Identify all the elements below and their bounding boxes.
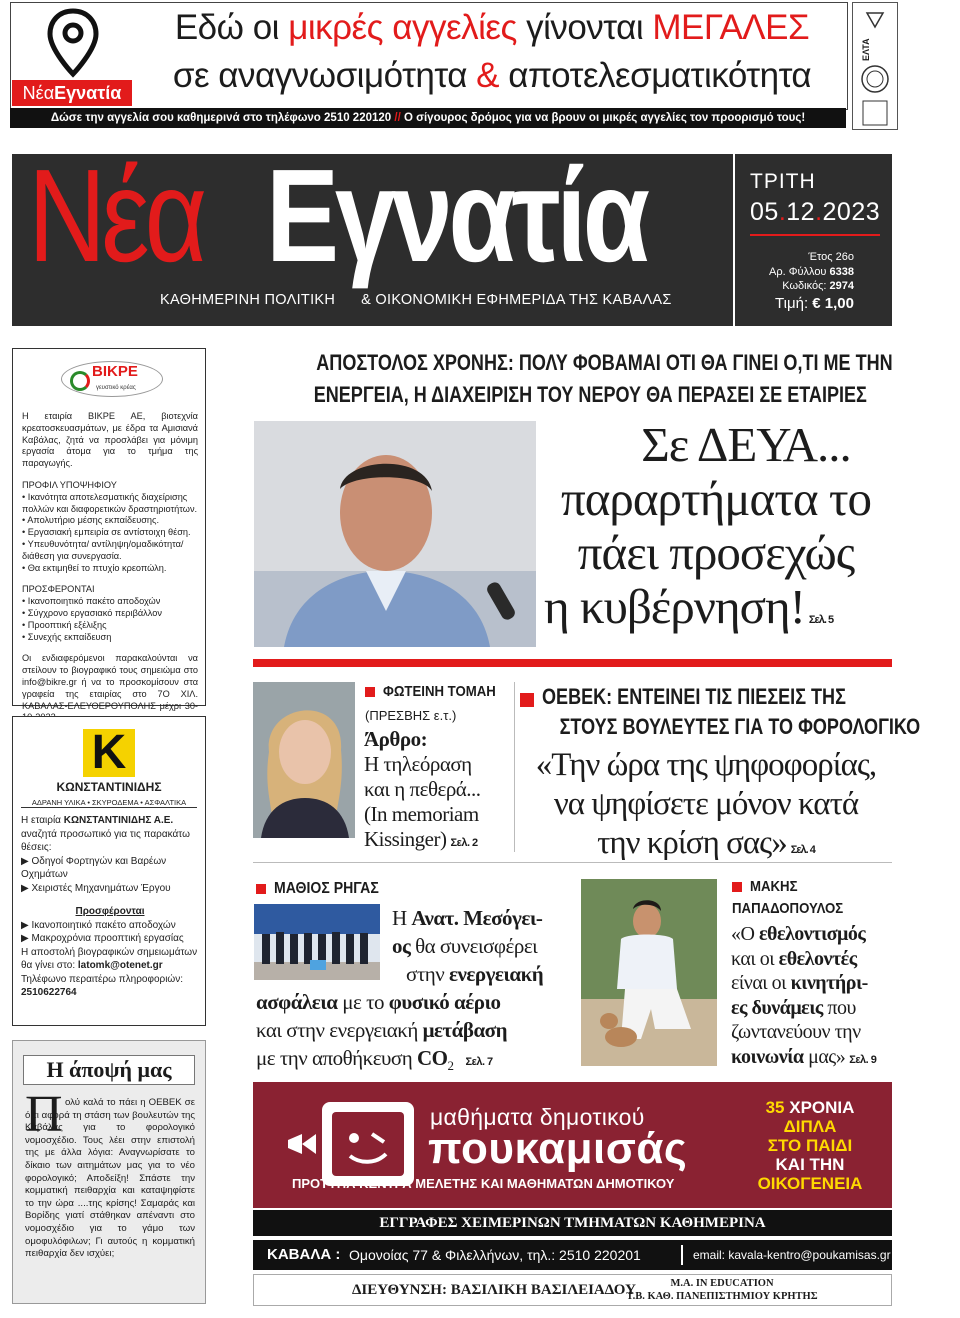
opinion-title-text: Η άποψή μας xyxy=(46,1057,172,1082)
oebek-kicker-1 xyxy=(520,684,892,710)
lead-hl-4 xyxy=(540,580,892,647)
vikre-profile-1: • Απολυτήριο μέσης εκπαίδευσης. xyxy=(22,515,159,526)
years-r3a: ΣΤΟ xyxy=(767,1136,802,1155)
papad-name xyxy=(732,878,882,917)
years-line xyxy=(740,1098,880,1117)
top-ad-l1b: μικρές αγγελίες xyxy=(288,8,517,47)
konst-rule xyxy=(21,807,197,808)
rigas-text xyxy=(256,904,544,1080)
date-month: 12 xyxy=(786,198,816,226)
papad-q11: μας» xyxy=(808,1045,846,1068)
rigas-t1: Η xyxy=(392,906,407,930)
top-ad-l2c: αποτελεσματικότητα xyxy=(508,56,812,95)
top-ad-strip-b: Ο σίγουρος δρόμος για να βρουν οι μικρές αγγελίες τον προορισμό τους! xyxy=(403,112,806,124)
rigas-t7: ασφάλεια xyxy=(256,990,338,1014)
papad-name-1-text: ΜΑΚΗΣ xyxy=(750,878,798,895)
vikre-offer-0: • Ικανοποιητικό πακέτο αποδοχών xyxy=(22,596,161,607)
lead-hl-3: πάει προσεχώς xyxy=(577,525,855,580)
papad-line-2 xyxy=(731,947,891,972)
lead-hl-2: παραρτήματα το xyxy=(560,471,872,526)
konst-logo xyxy=(83,726,135,779)
issue-day: ΤΡΙΤΗ xyxy=(750,170,816,193)
issue-code-value: 2974 xyxy=(829,280,854,292)
issue-code xyxy=(740,279,854,294)
konst-offer-1: ▶ Μακροχρόνια προοπτική εργασίας xyxy=(21,933,184,944)
konst-position-0: ▶ Οδηγοί Φορτηγών και Βαρέων Οχημάτων xyxy=(21,855,167,880)
vikre-offer-title: ΠΡΟΣΦΕΡΟΝΤΑΙ xyxy=(22,584,95,595)
konst-tagline: ΑΔΡΑΝΗ ΥΛΙΚΑ • ΣΚΥΡΟΔΕΜΑ • ΑΣΦΑΛΤΙΚΑ xyxy=(31,798,187,807)
vikre-logo xyxy=(61,361,163,397)
opinion-title xyxy=(23,1055,195,1085)
lead-kicker-2-text: ΕΝΕΡΓΕΙΑ, Η ΔΙΑΧΕΙΡΙΣΗ ΤΟΥ ΝΕΡΟΥ ΘΑ ΠΕΡΑΣΕΙ ΣΕ ΕΤΑΙΡΙΕΣ xyxy=(313,382,867,407)
masthead-separator xyxy=(733,154,735,326)
oebek-kicker-1-text: ΟΕΒΕΚ: ΕΝΤΕΙΝΕΙ ΤΙΣ ΠΙΕΣΕΙΣ ΤΗΣ xyxy=(542,684,846,709)
konst-name: ΚΩΝΣΤΑΝΤΙΝΙΔΗΣ xyxy=(56,780,162,794)
oebek-quote-2: να ψηφίσετε μόνον κατά xyxy=(553,786,859,822)
issue-meta xyxy=(740,250,854,294)
years-r4: ΚΑΙ ΤΗΝ xyxy=(775,1155,845,1174)
masthead-title-egnatia: Εγνατία xyxy=(266,142,646,289)
rigas-t13: CO xyxy=(417,1046,448,1070)
lead-hl-4-text: η κυβέρνηση! xyxy=(544,579,805,634)
bottom-ad-enroll xyxy=(253,1210,892,1236)
bottom-ad-address xyxy=(253,1240,892,1270)
rigas-t5: στην xyxy=(406,962,445,986)
konst-send xyxy=(21,946,199,973)
address-city: ΚΑΒΑΛΑ : xyxy=(267,1246,341,1263)
price-label: Τιμή: xyxy=(775,295,809,312)
lead-photo xyxy=(254,421,536,647)
rigas-name-text: ΜΑΘΙΟΣ ΡΗΓΑΣ xyxy=(274,880,379,897)
issue-date: 05.12.2023 xyxy=(750,198,881,226)
vikre-logo-sub: γευστικό κρέας xyxy=(96,385,136,391)
toma-line-2: και η πεθερά... xyxy=(364,777,481,801)
papad-line-4 xyxy=(731,996,891,1021)
top-ad-l1c: γίνονται xyxy=(526,8,644,47)
vikre-profile-3: • Υπευθυνότητα/ αντίληψη/ομαδικότητα/ διάθεση για συνεργασία. xyxy=(22,538,184,561)
lead-kicker-1-text: ΑΠΟΣΤΟΛΟΣ ΧΡΟΝΗΣ: ΠΟΛΥ ΦΟΒΑΜΑΙ ΟΤΙ ΘΑ ΓΙΝΕΙ Ο,ΤΙ ΜΕ ΤΗΝ xyxy=(316,350,893,375)
konst-position-1: ▶ Χειριστές Μηχανημάτων Έργου xyxy=(21,882,171,894)
papad-q6: κινητήρι- xyxy=(790,972,868,994)
elta-label: ΕΛΤΑ xyxy=(861,38,871,61)
papad-line-3 xyxy=(731,971,891,996)
oebek-quote-3-text: την κρίση σας» xyxy=(597,825,787,861)
rigas-t9: φυσικό αέριο xyxy=(388,990,501,1014)
konstantinidis-ad xyxy=(12,716,206,1026)
director-text: ΔΙΕΥΘΥΝΣΗ: ΒΑΣΙΛΙΚΗ ΒΑΣΙΛΕΙΑΔΟΥ xyxy=(352,1282,636,1298)
years-r3 xyxy=(740,1136,880,1155)
papad-name-1 xyxy=(732,878,882,896)
bottom-ad-director xyxy=(253,1274,892,1306)
opinion-dropcap: Π xyxy=(25,1086,63,1143)
issue-number xyxy=(740,265,854,280)
bottom-ad-brand: πουκαμισάς xyxy=(428,1124,688,1173)
elta-seal xyxy=(852,2,898,130)
oebek-kicker xyxy=(520,684,921,740)
enroll-text: ΕΓΓΡΑΦΕΣ ΧΕΙΜΕΡΙΝΩΝ ΤΜΗΜΑΤΩΝ ΚΑΘΗΜΕΡΙΝΑ xyxy=(379,1215,766,1231)
papad-q10: κοινωνία xyxy=(731,1045,804,1068)
rigas-t10: και στην ενεργειακή xyxy=(256,1018,418,1042)
rigas-page: Σελ. 7 xyxy=(465,1056,493,1068)
address-text: Ομονοίας 77 & Φιλελλήνων, τηλ.: 2510 220201 xyxy=(349,1247,641,1263)
years-r3b: ΠΑΙΔΙ xyxy=(806,1136,853,1155)
opinion-text: ολύ καλά το πάει η ΟΕΒΕΚ σε ό,τι αφορά τη στάση των βουλευτών της Καβάλας για το φορολογικό νομοσχέδιο. Τους λέει στην επιστολή της με άλλα λόγια: Αναγνωρίσατε το δίκαιο των αιτημάτων μας για το νέο φορολογικό; Αποδείξη! Σπάστε την κομματική πειθαρχία και καταψηφίστε το την ώρα ....της κρίσης! Σαμαράς και Βορίδης γιατί στάθηκαν απέναντι στο νομοσχέδιο για το γάμο των ομοφυλόφιλων; Γι αυτούς η κομματική πειθαρχία δεν ισχύει; xyxy=(25,1097,195,1260)
toma-role: (ΠΡΕΣΒΗΣ ε.τ.) xyxy=(365,708,457,723)
papad-q4: εθελοντές xyxy=(778,947,857,970)
konst-email: latomk@otenet.gr xyxy=(77,960,163,971)
issue-number-label: Αρ. Φύλλου xyxy=(768,265,827,278)
papad-bullet xyxy=(732,882,742,892)
row-rule xyxy=(253,862,892,863)
years-r2: ΔΙΠΛΑ xyxy=(783,1117,837,1136)
date-year: 2023 xyxy=(822,198,881,226)
lead-page: Σελ. 5 xyxy=(808,614,834,626)
issue-price xyxy=(740,295,854,312)
years-r5: ΟΙΚΟΓΕΝΕΙΑ xyxy=(757,1174,863,1193)
rigas-t4: θα συνεισφέρει xyxy=(415,934,538,958)
top-ad-line2 xyxy=(142,56,842,96)
rigas-t3: ος xyxy=(392,934,411,958)
top-ad-line1 xyxy=(142,8,842,48)
rigas-t2: Ανατ. Μεσόγει- xyxy=(411,906,543,930)
col-rule-1 xyxy=(514,682,515,852)
top-ad-brand-a: Νέα xyxy=(22,83,55,103)
vikre-logo-mark xyxy=(70,371,90,391)
issue-year: Έτος 26ο xyxy=(808,251,854,263)
konst-intro-c: αναζητά προσωπικό για τις παρακάτω θέσεις: xyxy=(21,828,190,853)
konst-info: Τηλέφωνο περαιτέρω πληροφοριών: xyxy=(21,973,184,985)
toma-bullet xyxy=(365,687,375,697)
toma-label: Άρθρο: xyxy=(364,727,428,751)
price-value: € 1,00 xyxy=(812,295,854,312)
papad-photo xyxy=(581,879,717,1066)
rigas-t12: με την αποθήκευση xyxy=(256,1046,413,1070)
masthead-subtitle: ΚΑΘΗΜΕΡΙΝΗ ΠΟΛΙΤΙΚΗ & ΟΙΚΟΝΟΜΙΚΗ ΕΦΗΜΕΡΙΔΑ ΤΗΣ ΚΑΒΑΛΑΣ xyxy=(160,292,672,308)
toma-photo xyxy=(253,682,355,838)
lead-kicker-1 xyxy=(253,350,893,376)
vikre-offer-3: • Συνεχής εκπαίδευση xyxy=(22,631,112,642)
konst-text xyxy=(21,814,199,1000)
rigas-t11: μετάβαση xyxy=(422,1018,508,1042)
vikre-ad xyxy=(12,348,206,711)
top-ad-l2a: σε αναγνωσιμότητα xyxy=(172,56,467,95)
vikre-profile-0: • Ικανότητα αποτελεσματικής διαχείρισης πολλών και διαφορετικών δραστηριοτήτων. xyxy=(22,491,198,514)
top-ad-l2b: & xyxy=(476,56,500,95)
papad-q5: είναι οι xyxy=(731,972,787,994)
toma-page: Σελ. 2 xyxy=(450,837,478,849)
years-word: ΧΡΟΝΙΑ xyxy=(789,1098,855,1117)
toma-line-3: (In memoriam xyxy=(364,802,479,826)
konst-logo-letter: Κ xyxy=(91,726,127,779)
toma-name-text: ΦΩΤΕΙΝΗ ΤΟΜΑΗ xyxy=(383,683,496,700)
rigas-t14: 2 xyxy=(447,1058,454,1074)
vikre-logo-text: ΒΙΚΡΕ xyxy=(92,363,138,380)
lead-headline xyxy=(540,418,892,647)
vikre-offer-1: • Σύγχρονο εργασιακό περιβάλλον xyxy=(22,607,162,618)
toma-line-1: Η τηλεόραση xyxy=(364,752,472,776)
bottom-ad-small: μαθήματα δημοτικού xyxy=(430,1104,645,1130)
vikre-text xyxy=(22,411,198,734)
address-email: email: kavala-kentro@poukamisas.gr xyxy=(693,1248,891,1262)
rigas-line-2 xyxy=(256,932,536,960)
lead-hl-1: Σε ΔΕΥΑ... xyxy=(641,417,851,472)
oebek-quote-3 xyxy=(516,824,896,870)
vikre-profile-title: ΠΡΟΦΙΛ ΥΠΟΨΗΦΙΟΥ xyxy=(22,479,117,490)
top-ad-brand xyxy=(12,80,132,106)
rigas-t6: ενεργειακή xyxy=(449,962,544,986)
papad-q7: ες δυνάμεις xyxy=(731,996,823,1019)
toma-text xyxy=(364,727,510,856)
papad-q8: που xyxy=(827,996,856,1019)
vikre-closing: Οι ενδιαφερόμενοι παρακαλούνται να στείλουν το βιογραφικό τους σημειώμα στο info@bikre.gr ή να το προσκομίσουν στα γραφεία της εταιρίας στο 7Ο ΧΙΛ. ΚΑΒΑΛΑΣ-ΕΛΕΥΘΕΡΟΥΠΟΛΗΣ μέχρι 30- xyxy=(22,653,198,711)
director-cred-2: Τ.Β. ΚΑΘ. ΠΑΝΕΠΙΣΤΗΜΙΟΥ ΚΡΗΤΗΣ xyxy=(626,1291,818,1302)
papad-quote xyxy=(731,922,891,1072)
konst-phone: 2510622764 xyxy=(21,987,77,998)
years-num: 35 xyxy=(765,1098,785,1117)
bottom-ad-tagline: ΠΡΟΤΥΠΑ ΚΕΝΤΡΑ ΜΕΛΕΤΗΣ ΚΑΙ ΜΑΘΗΜΑΤΩΝ ΔΗΜΟΤΙΚΟΥ xyxy=(292,1176,675,1191)
papad-q3: και οι xyxy=(731,947,775,970)
papad-line-6 xyxy=(731,1045,891,1073)
top-ad-strip-sep: // xyxy=(394,112,401,124)
lead-divider xyxy=(253,659,892,667)
vikre-profile-4: • Θα εκτιμηθεί το πτυχίο κρεοπώλη. xyxy=(22,562,167,573)
bottom-ad-years xyxy=(740,1098,880,1193)
location-pin-icon xyxy=(46,8,100,78)
oebek-page: Σελ. 4 xyxy=(790,844,815,856)
konst-offer-0: ▶ Ικανοποιητικό πακέτο αποδοχών xyxy=(21,919,176,931)
top-ad-l1d: ΜΕΓΑΛΕΣ xyxy=(652,8,810,47)
papad-q1: «Ο xyxy=(731,923,755,945)
konst-intro-a: Η εταιρία xyxy=(21,815,61,826)
issue-number-value: 6338 xyxy=(829,265,854,278)
rigas-line-4 xyxy=(256,988,536,1016)
rigas-line-5 xyxy=(256,1016,536,1044)
rigas-bullet xyxy=(256,884,266,894)
address-sep xyxy=(681,1245,683,1265)
vikre-offer-2: • Προοπτική εξέλιξης xyxy=(22,619,107,630)
top-ad-l1a: Εδώ οι xyxy=(174,8,279,47)
vikre-intro: Η εταιρία ΒΙΚΡΕ ΑΕ, βιοτεχνία κρεατοσκευασμάτων, με έδρα τα Αμισιανά Καβάλας, ζητά να προσλάβει για μόνιμη εργασία άτομα για το τμήμα της παραγωγής. xyxy=(22,411,198,469)
issue-code-label: Κωδικός: xyxy=(782,280,827,292)
konst-offer-title: Προσφέρονται xyxy=(75,906,145,917)
director-cred xyxy=(622,1277,822,1303)
rigas-line-1 xyxy=(256,904,543,932)
konst-send-text: Η αποστολή βιογραφικών σημειωμάτων θα γίνει στο: xyxy=(21,946,198,971)
top-ad-strip-a: Δώσε την αγγελία σου καθημερινά στο τηλέφωνο 2510 220120 xyxy=(50,112,392,124)
konst-intro-b: ΚΩΝΣΤΑΝΤΙΝΙΔΗΣ Α.Ε. xyxy=(63,815,174,826)
papad-q2: εθελοντισμός xyxy=(758,923,866,945)
oebek-kicker-2-text: ΣΤΟΥΣ ΒΟΥΛΕΥΤΕΣ ΓΙΑ ΤΟ ΦΟΡΟΛΟΓΙΚΟ xyxy=(559,714,921,739)
date-underline xyxy=(750,234,880,236)
papad-line-1 xyxy=(731,922,891,947)
oebek-kicker-2 xyxy=(520,714,921,740)
papad-line-5: ζωντανεύουν την xyxy=(731,1021,861,1043)
director-cred-1: Μ.Α. IN EDUCATION xyxy=(670,1278,774,1289)
date-day: 05 xyxy=(750,198,779,226)
vikre-profile-2: • Εργασιακή εμπειρία σε αντίστοιχη θέση. xyxy=(22,527,191,538)
opinion-box xyxy=(12,1040,206,1304)
oebek-quote-1: «Την ώρα της ψηφοφορίας, xyxy=(535,747,877,783)
konst-intro xyxy=(21,814,199,855)
toma-name xyxy=(365,683,505,701)
masthead-title-nea: Νέα xyxy=(28,142,203,289)
top-ad-strip xyxy=(10,108,846,128)
papad-name-2: ΠΑΠΑΔΟΠΟΥΛΟΣ xyxy=(732,900,844,917)
rigas-name xyxy=(256,880,393,898)
lead-kicker-2 xyxy=(253,382,893,408)
oebek-quote xyxy=(516,746,896,870)
rigas-t8: με το xyxy=(342,990,385,1014)
papad-page: Σελ. 9 xyxy=(849,1053,877,1066)
top-ad-brand-b: Εγνατία xyxy=(54,83,122,103)
oebek-bullet xyxy=(520,693,534,707)
toma-line-4 xyxy=(364,827,510,856)
rigas-line-6 xyxy=(256,1044,536,1080)
toma-line-4-text: Kissinger) xyxy=(364,827,447,851)
rigas-line-3 xyxy=(256,960,544,988)
